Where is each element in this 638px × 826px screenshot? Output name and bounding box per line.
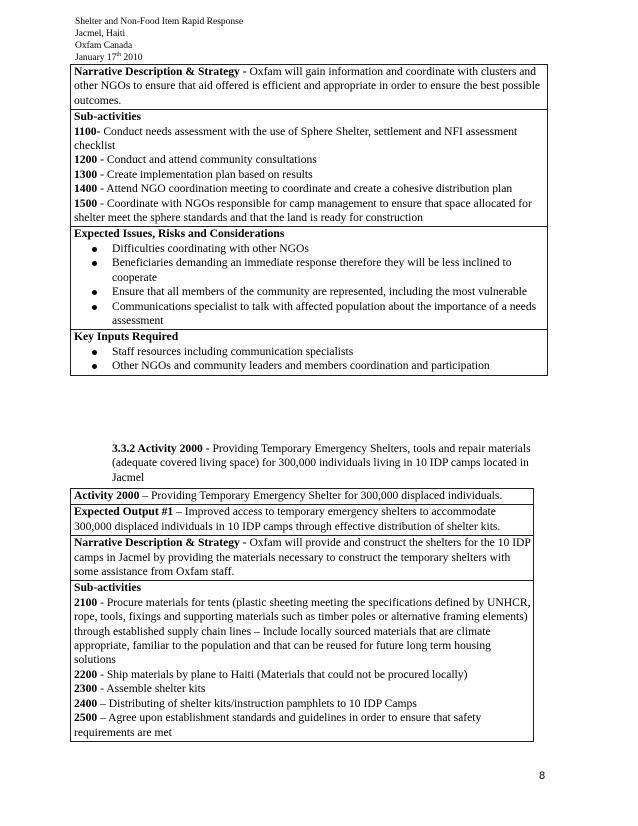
subactivity-item: 1200 - Conduct and attend community consultations <box>74 153 317 167</box>
issues-list <box>74 242 545 328</box>
document-header <box>75 16 243 64</box>
header-organization: Oxfam Canada <box>75 41 133 51</box>
list-item: Difficulties coordinating with other NGOs <box>90 242 545 256</box>
expected-output-cell: Expected Output #1 – Improved access to temporary emergency shelters to accommodate 300,000 displaced individuals in 10 IDP camps through effective distribution of shelter kits. <box>71 505 534 536</box>
issues-title: Expected Issues, Risks and Considerations <box>74 227 285 241</box>
subactivity-item: 1500 - Coordinate with NGOs responsible for camp management to ensure that space allocated for shelter meet the sphere standards and that the land is ready for construction <box>74 196 532 225</box>
bullet-icon <box>92 247 97 252</box>
bullet-icon <box>92 290 97 295</box>
bullet-icon <box>92 364 97 369</box>
activity-2000-table <box>70 488 534 742</box>
activity-cell: Activity 2000 – Providing Temporary Emergency Shelter for 300,000 displaced individuals. <box>71 489 534 505</box>
narrative-cell: Narrative Description & Strategy - Oxfam will gain information and coordinate with clusters and other NGOs to ensure that aid offered is efficient and appropriate in order to ensure the best possible outcomes. <box>71 65 548 110</box>
section-heading: 3.3.2 Activity 2000 - Providing Temporary Emergency Shelters, tools and repair materials (adequate covered living space) for 300,000 individuals living in 10 IDP camps located in Jacmel <box>112 442 531 484</box>
bullet-icon <box>92 350 97 355</box>
list-item: Communications specialist to talk with affected population about the importance of a needs assessment <box>90 300 545 329</box>
narrative-cell: Narrative Description & Strategy - Oxfam will provide and construct the shelters for the 10 IDP camps in Jacmel by providing the materials necessary to construct the temporary shelters with some assistance from Oxfam staff. <box>71 536 534 581</box>
subactivity-item: 1400 - Attend NGO coordination meeting to coordinate and create a cohesive distribution plan <box>74 182 513 196</box>
header-location: Jacmel, Haiti <box>75 29 126 39</box>
list-item: Other NGOs and community leaders and members coordination and participation <box>90 359 545 373</box>
page-number: 8 <box>539 770 546 782</box>
activity-1000-table <box>70 64 548 376</box>
list-item: Ensure that all members of the community are represented, including the most vulnerable <box>90 285 545 299</box>
subactivity-item: 1100- Conduct needs assessment with the use of Sphere Shelter, settlement and NFI assessment checklist <box>74 124 518 153</box>
subactivities-title: Sub-activities <box>74 110 141 124</box>
inputs-title: Key Inputs Required <box>74 330 179 344</box>
list-item: Beneficiaries demanding an immediate response therefore they will be less inclined to cooperate <box>90 256 545 285</box>
header-date: January 17th 2010 <box>75 52 143 63</box>
subactivity-item: 2500 – Agree upon establishment standards and guidelines in order to ensure that safety requirements are met <box>74 711 482 739</box>
subactivity-item: 2200 - Ship materials by plane to Haiti (Materials that could not be procured locally) <box>74 667 468 681</box>
issues-cell <box>71 227 548 330</box>
subactivity-item: 2300 - Assemble shelter kits <box>74 682 206 696</box>
subactivities-title: Sub-activities <box>74 581 141 595</box>
inputs-list <box>74 345 545 374</box>
bullet-icon <box>92 305 97 310</box>
subactivity-item: 1300 - Create implementation plan based on results <box>74 167 313 181</box>
subactivities-cell <box>71 110 548 227</box>
header-title: Shelter and Non-Food Item Rapid Response <box>75 17 244 27</box>
subactivity-item: 2100 - Procure materials for tents (plastic sheeting meeting the specifications defined by UNHCR, rope, tools, fixings and supporting materials such as timber poles or alternative framing elements) through established supply chain lines – Include locally sourced materials that are climate appropriate, familiar to the population and that can be reused for future long term housing solutions <box>74 595 531 667</box>
subactivities-cell <box>71 581 534 741</box>
subactivity-item: 2400 – Distributing of shelter kits/instruction pamphlets to 10 IDP Camps <box>74 696 417 710</box>
inputs-cell <box>71 330 548 375</box>
bullet-icon <box>92 261 97 266</box>
list-item: Staff resources including communication specialists <box>90 345 545 359</box>
